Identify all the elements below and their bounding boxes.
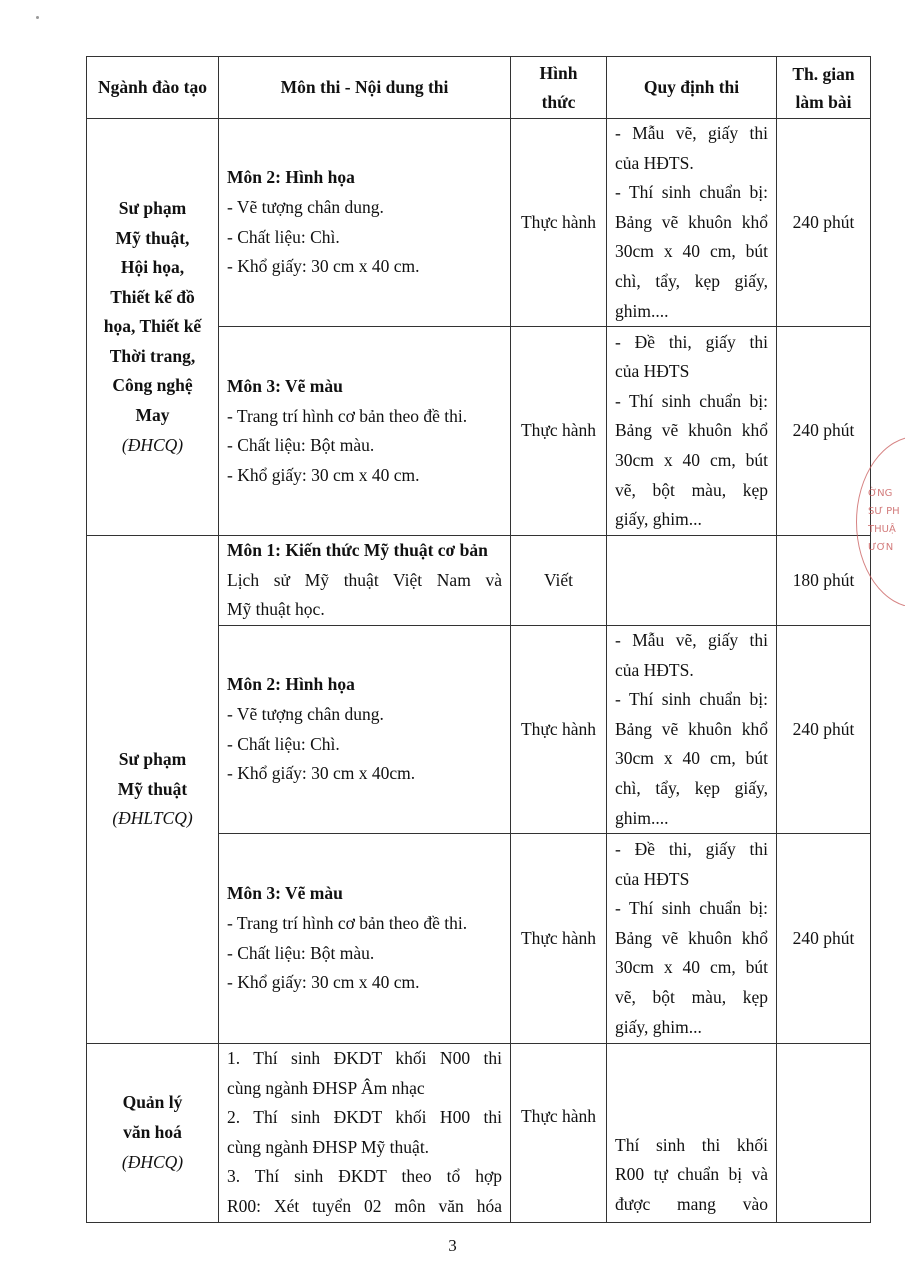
subject-title: Môn 2: Hình họa [227,167,355,188]
official-stamp [856,436,905,606]
time-cell: 240 phút [777,327,871,536]
rules-cell [607,625,777,833]
subject-item: - Khổ giấy: 30 cm x 40cm. [227,763,416,784]
rule-line: Thí sinh thi khối [615,1134,768,1155]
header-row [87,57,871,119]
form-cell: Thực hành [511,1044,607,1223]
time-cell: 240 phút [777,625,871,833]
rule-line: giấy, ghim... [615,1016,702,1037]
subject-cell [219,327,511,536]
stamp-ring [856,436,905,606]
major-cell [87,1044,219,1223]
form-cell: Viết [511,536,607,626]
major-line: Công nghệ [112,375,193,396]
subject-cell [219,536,511,626]
rule-line: - Thí sinh chuẩn bị: [615,689,768,710]
rule-line: của HĐTS [615,361,690,382]
major-cell [87,119,219,536]
rule-line: ghim.... [615,300,669,321]
header-subject: Môn thi - Nội dung thi [219,57,511,119]
subject-title: Môn 1: Kiến thức Mỹ thuật cơ bản [227,540,488,561]
rule-line: ghim.... [615,807,669,828]
rule-line: Bảng vẽ khuôn khổ [615,420,768,441]
rule-line: được mang vào [615,1194,768,1215]
subject-cell [219,834,511,1044]
rule-line: - Đề thi, giấy thi [615,331,768,352]
header-major: Ngành đào tạo [87,57,219,119]
subject-item: - Trang trí hình cơ bản theo đề thi. [227,405,468,426]
rule-line: R00 tự chuẩn bị và [615,1164,768,1185]
exam-table [86,56,871,1223]
time-cell: 180 phút [777,536,871,626]
subject-title: Môn 3: Vẽ màu [227,375,343,396]
form-cell: Thực hành [511,119,607,327]
table-row [87,536,871,626]
header-time-line: làm bài [795,91,852,112]
scan-speck [36,16,39,19]
rules-cell [607,119,777,327]
subject-item: - Vẽ tượng chân dung. [227,703,384,724]
stamp-text: ỜNG [868,488,893,499]
subject-item: - Chất liệu: Bột màu. [227,942,375,963]
rule-line: Bảng vẽ khuôn khổ [615,927,768,948]
major-line: họa, Thiết kế [103,316,202,337]
header-form [511,57,607,119]
major-line: Thời trang, [109,345,196,366]
time-cell: 240 phút [777,834,871,1044]
major-line: Mỹ thuật [117,778,188,799]
header-form-line: thức [541,91,576,112]
header-rules: Quy định thi [607,57,777,119]
rule-line: 30cm x 40 cm, bút [615,748,768,769]
subject-item: 1. Thí sinh ĐKDT khối N00 thi [227,1048,502,1069]
major-line: Hội họa, [120,257,185,278]
rule-line: - Thí sinh chuẩn bị: [615,182,768,203]
rules-cell [607,1044,777,1223]
subject-item: - Khổ giấy: 30 cm x 40 cm. [227,256,420,277]
rule-line: của HĐTS. [615,659,694,680]
rule-line: - Thí sinh chuẩn bị: [615,390,768,411]
rule-line: 30cm x 40 cm, bút [615,449,768,470]
page-number: 3 [448,1236,457,1255]
subject-item: - Chất liệu: Chì. [227,226,340,247]
subject-item: 2. Thí sinh ĐKDT khối H00 thi [227,1107,502,1128]
time-cell: 240 phút [777,119,871,327]
major-line: Mỹ thuật, [115,227,190,248]
rule-line: chì, tẩy, kẹp giấy, [615,270,768,291]
rule-line: - Mẫu vẽ, giấy thi [615,629,768,650]
subject-cell [219,1044,511,1223]
rules-cell [607,327,777,536]
rule-line: Bảng vẽ khuôn khổ [615,718,768,739]
rule-line: của HĐTS [615,868,690,889]
subject-item: - Khổ giấy: 30 cm x 40 cm. [227,464,420,485]
subject-item: - Chất liệu: Bột màu. [227,435,375,456]
stamp-text: SƯ PH [868,506,900,517]
major-line: Sư phạm [118,749,187,770]
rules-cell [607,834,777,1044]
subject-item: - Khổ giấy: 30 cm x 40 cm. [227,972,420,993]
major-line: May [135,405,170,426]
major-line: Sư phạm [118,197,187,218]
table-row [87,1044,871,1223]
rule-line: 30cm x 40 cm, bút [615,957,768,978]
subject-item: cùng ngành ĐHSP Mỹ thuật. [227,1136,430,1157]
rule-line: chì, tẩy, kẹp giấy, [615,777,768,798]
subject-item: - Trang trí hình cơ bản theo đề thi. [227,913,468,933]
time-cell [777,1044,871,1223]
form-cell: Thực hành [511,327,607,536]
rule-line: vẽ, bột màu, kẹp [615,479,768,500]
subject-title: Môn 3: Vẽ màu [227,883,343,904]
stamp-text: ƯƠN [868,542,894,553]
major-line: Thiết kế đồ [110,286,195,307]
major-mode: (ĐHLTCQ) [112,808,193,829]
rule-line: Bảng vẽ khuôn khổ [615,211,768,232]
subject-item: - Chất liệu: Chì. [227,733,340,754]
major-mode: (ĐHCQ) [121,1151,184,1172]
rule-line: - Thí sinh chuẩn bị: [615,898,768,919]
header-form-line: Hình [539,62,578,83]
header-time [777,57,871,119]
stamp-text: THUẬ [868,524,896,535]
table-row [87,119,871,327]
subject-title: Môn 2: Hình họa [227,674,355,695]
header-time-line: Th. gian [792,63,855,84]
rule-line: - Mẫu vẽ, giấy thi [615,123,768,143]
rule-line: của HĐTS. [615,152,694,173]
subject-cell [219,119,511,327]
subject-item: cùng ngành ĐHSP Âm nhạc [227,1077,425,1098]
subject-item: R00: Xét tuyển 02 môn văn hóa [227,1196,502,1217]
major-mode: (ĐHCQ) [121,434,184,455]
rule-line: vẽ, bột màu, kẹp [615,986,768,1007]
subject-item: 3. Thí sinh ĐKDT theo tổ hợp [227,1166,502,1187]
subject-cell [219,625,511,833]
major-line: văn hoá [123,1122,182,1143]
major-cell [87,536,219,1044]
rule-line: - Đề thi, giấy thi [615,839,768,860]
rule-line: giấy, ghim... [615,509,702,530]
major-line: Quản lý [122,1092,183,1113]
rule-line: 30cm x 40 cm, bút [615,241,768,262]
subject-item: - Vẽ tượng chân dung. [227,196,384,217]
subject-item: Mỹ thuật học. [227,599,325,620]
rules-cell [607,536,777,626]
form-cell: Thực hành [511,625,607,833]
subject-item: Lịch sử Mỹ thuật Việt Nam và [227,569,502,590]
form-cell: Thực hành [511,834,607,1044]
